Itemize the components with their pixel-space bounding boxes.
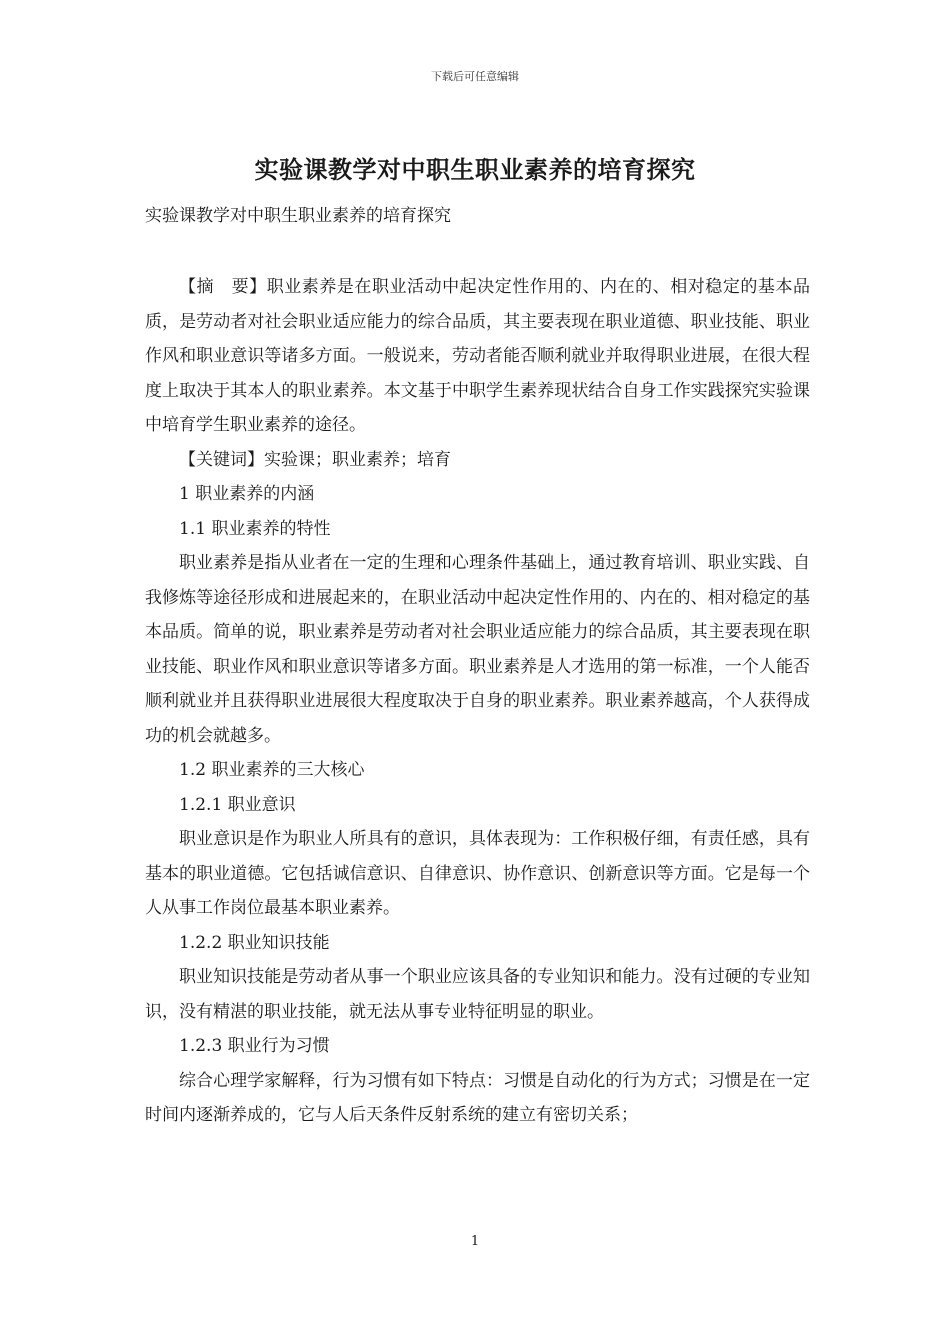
- body-paragraph: 职业知识技能是劳动者从事一个职业应该具备的专业知识和能力。没有过硬的专业知识，没有精湛的职业技能，就无法从事专业特征明显的职业。: [145, 967, 810, 1022]
- subsubsection-heading: 1.2.3 职业行为习惯: [179, 1036, 330, 1056]
- document-title: 实验课教学对中职生职业素养的培育探究: [254, 155, 696, 184]
- body-paragraph: 综合心理学家解释，行为习惯有如下特点：习惯是自动化的行为方式；习惯是在一定时间内逐渐养成的，它与人后天条件反射系统的建立有密切关系；: [145, 1070, 810, 1125]
- subsection-heading: 1.1 职业素养的特性: [179, 518, 331, 539]
- body-paragraph: 职业意识是作为职业人所具有的意识，具体表现为：工作积极仔细，有责任感，具有基本的职业道德。它包括诚信意识、自律意识、协作意识、创新意识等方面。它是每一个人从事工作岗位最基本职业素养。: [145, 829, 810, 918]
- body-paragraph: 职业素养是指从业者在一定的生理和心理条件基础上，通过教育培训、职业实践、自我修炼等途径形成和进展起来的，在职业活动中起决定性作用的、内在的、相对稳定的基本品质。简单的说，职业素养是劳动者对社会职业适应能力的综合品质，其主要表现在职业技能、职业作风和职业意识等诸多方面。职业素养是人才选用的第一标准，一个人能否顺利就业并且获得职业进展很大程度取决于自身的职业素养。职业素养越高，个人获得成功的机会就越多。: [145, 553, 810, 746]
- page-number: 1: [470, 1234, 480, 1249]
- abstract-paragraph: 【摘 要】职业素养是在职业活动中起决定性作用的、内在的、相对稳定的基本品质，是劳动者对社会职业适应能力的综合品质，其主要表现在职业道德、职业技能、职业作风和职业意识等诸多方面。一般说来，劳动者能否顺利就业并取得职业进展，在很大程度上取决于其本人的职业素养。本文基于中职学生素养现状结合自身工作实践探究实验课中培育学生职业素养的途径。: [145, 277, 810, 435]
- section-heading: 1 职业素养的内涵: [179, 484, 315, 504]
- subsection-heading: 1.2 职业素养的三大核心: [179, 760, 365, 780]
- keywords-paragraph: 【关键词】实验课；职业素养；培育: [179, 449, 451, 470]
- subsubsection-heading: 1.2.2 职业知识技能: [179, 932, 330, 953]
- subsubsection-heading: 1.2.1 职业意识: [179, 794, 296, 815]
- document-body: [145, 270, 810, 1133]
- document-subtitle: 实验课教学对中职生职业素养的培育探究: [145, 206, 451, 226]
- page-header-note: 下载后可任意编辑: [431, 70, 519, 83]
